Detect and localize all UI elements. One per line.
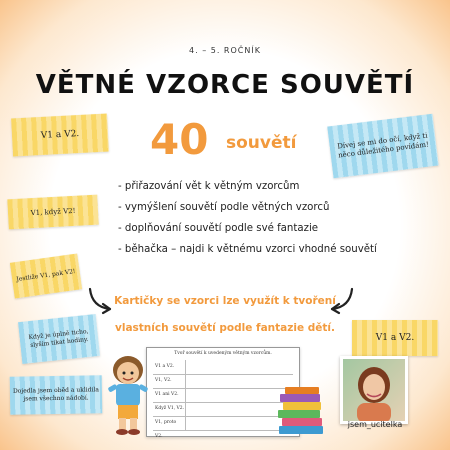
worksheet-formula: V1 ani V2. [153, 388, 186, 402]
worksheet-row [153, 416, 293, 439]
activity-item: - běhačka – najdi k větnému vzorci vhodné souvětí [118, 244, 377, 255]
sentence-card-3: V1, když V2! [7, 195, 98, 230]
sentence-card-4: Jestliže V1, pak V2! [10, 253, 82, 298]
activity-item: - přiřazování vět k větným vzorcům [118, 181, 300, 192]
sentence-card-1: V1 a V2. [11, 114, 109, 157]
grade-label: 4. – 5. ROČNÍK [189, 46, 261, 55]
worksheet-row [153, 360, 293, 375]
sentence-card-2: Dívej se mi do očí, když ti něco důležitého povídám! [327, 114, 439, 179]
worksheet-formula: V1 a V2. [153, 360, 186, 374]
count-number: 40 [150, 115, 209, 164]
sentence-card-7: Dojedla jsem oběd a uklidila jsem všechno nádobí. [10, 375, 103, 415]
worksheet-title: Tvoř souvětí k uvedeným větným vzorcům. [174, 351, 272, 356]
note-line-1: Kartičky se vzorci lze využít k tvoření [114, 295, 336, 307]
author-photo [340, 356, 408, 424]
count-word: souvětí [226, 133, 297, 153]
worksheet-row [153, 402, 293, 417]
avatar [343, 359, 405, 421]
sentence-card-5: Když je úplně ticho, slyším tikat hodiny. [18, 314, 100, 364]
activity-item: - vymýšlení souvětí podle větných vzorců [118, 202, 330, 213]
worksheet-formula: V1, proto V2. [153, 416, 186, 430]
worksheet-row [153, 388, 293, 403]
activity-list [118, 181, 438, 265]
author-handle: jsem_ucitelka [347, 420, 403, 429]
note-line-2: vlastních souvětí podle fantazie dětí. [115, 322, 335, 334]
page-title: VĚTNÉ VZORCE SOUVĚTÍ [35, 70, 415, 100]
child-illustration [104, 352, 152, 436]
activity-item: - doplňování souvětí podle své fantazie [118, 223, 319, 234]
worksheet-formula: Když V1, V2. [153, 402, 186, 416]
worksheet-formula: V1, V2. [153, 374, 186, 388]
book-stack-illustration [275, 384, 327, 436]
worksheet-row [153, 374, 293, 389]
sentence-card-6: V1 a V2. [352, 320, 438, 356]
